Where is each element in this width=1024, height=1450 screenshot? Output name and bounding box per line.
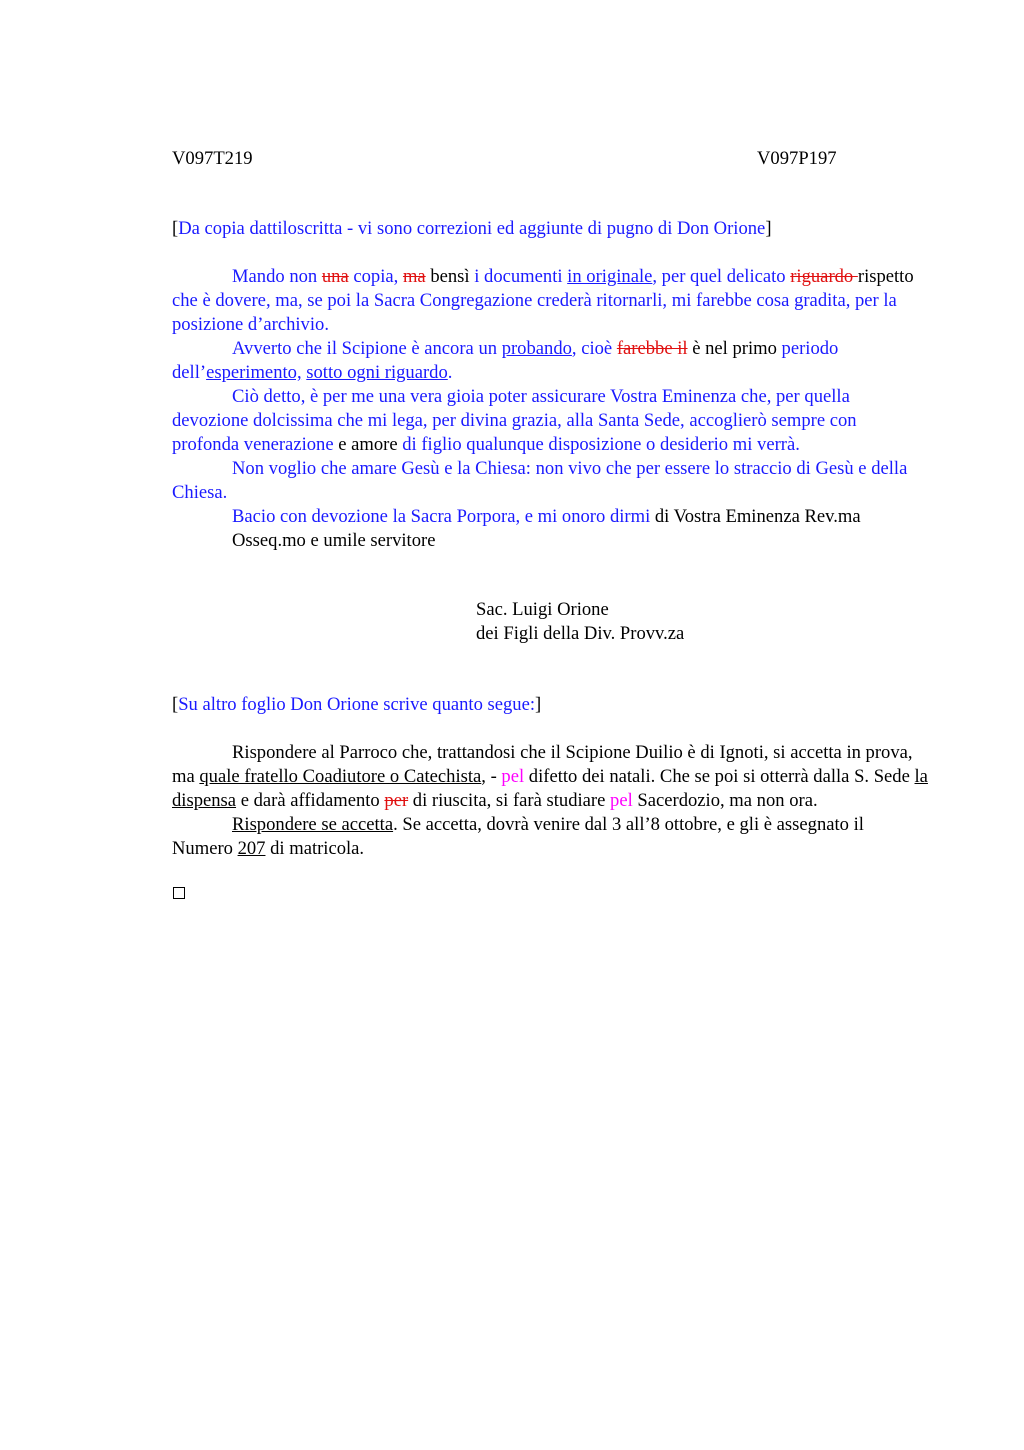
underlined-phrase: la dispensa — [172, 766, 928, 811]
deleted-word: ma — [402, 266, 426, 287]
reply-instructions — [172, 741, 928, 861]
deleted-word: una — [321, 266, 349, 287]
underlined-phrase: quale fratello Coadiutore o Catechista — [199, 766, 482, 787]
underlined-phrase: probando — [501, 338, 572, 359]
paragraph-devotion: Ciò detto, è per me una vera gioia poter assicurare Vostra Eminenza che, per quella devozione dolcissima che mi lega, per divina grazia, alla Santa Sede, accoglierò sempre con profonda venerazione e amore di figlio qualunque disposizione o desiderio mi verrà. — [172, 386, 857, 455]
signature-title: dei Figli della Div. Provv.za — [476, 623, 685, 644]
underlined-phrase: sotto ogni riguardo — [306, 362, 448, 383]
underlined-phrase: Rispondere se accetta — [232, 814, 394, 835]
signature-name: Sac. Luigi Orione — [476, 599, 609, 620]
paragraph-documents: Mando non una copia, ma bensì i documenti in originale, per quel delicato riguardo rispetto che è dovere, ma, se poi la Sacra Congregazione crederà ritornarli, mi farebbe cosa gradita, per la posizione d’archivio. — [172, 266, 914, 335]
volume-text-code: V097T219 — [172, 148, 253, 169]
underlined-number: 207 — [237, 838, 266, 859]
editorial-note-source: [Da copia dattiloscritta - vi sono correzioni ed aggiunte di pugno di Don Orione] — [172, 218, 772, 239]
deleted-word: per — [384, 790, 409, 811]
underlined-phrase: in originale — [567, 266, 653, 287]
highlighted-word: pel — [501, 766, 525, 787]
end-marker-box — [173, 887, 185, 899]
editorial-note-other-sheet: [Su altro foglio Don Orione scrive quanto segue:] — [172, 694, 542, 715]
closing-salutation: Osseq.mo e umile servitore — [232, 530, 436, 551]
underlined-phrase: esperimento, — [206, 362, 302, 383]
highlighted-word: pel — [610, 790, 633, 811]
paragraph-reply-parish: Rispondere al Parroco che, trattandosi che il Scipione Duilio è di Ignoti, si accetta in prova, ma quale fratello Coadiutore o Catechista, - pel difetto dei natali. Che se poi si otterrà dalla S. Sede la dispensa e darà affidamento per di riuscita, si farà studiare pel Sacerdozio, ma non ora. — [172, 742, 928, 811]
paragraph-kiss-purple: Bacio con devozione la Sacra Porpora, e mi onoro dirmi di Vostra Eminenza Rev.ma — [232, 506, 861, 527]
editorial-note-text: Su altro foglio Don Orione scrive quanto segue: — [178, 694, 536, 715]
volume-page-code: V097P197 — [757, 148, 837, 169]
deleted-word: farebbe il — [616, 338, 688, 359]
paragraph-probando: Avverto che il Scipione è ancora un probando, cioè farebbe il è nel primo periodo dell’esperimento, sotto ogni riguardo. — [172, 338, 839, 383]
signature-block — [476, 598, 684, 646]
editorial-note-text: Da copia dattiloscritta - vi sono correzioni ed aggiunte di pugno di Don Orione — [178, 218, 766, 239]
deleted-word: riguardo — [790, 266, 858, 287]
paragraph-love-church: Non voglio che amare Gesù e la Chiesa: non vivo che per essere lo straccio di Gesù e della Chiesa. — [172, 458, 908, 503]
paragraph-reply-accept: Rispondere se accetta. Se accetta, dovrà venire dal 3 all’8 ottobre, e gli è assegnato il Numero 207 di matricola. — [172, 814, 864, 859]
letter-body — [172, 265, 928, 553]
